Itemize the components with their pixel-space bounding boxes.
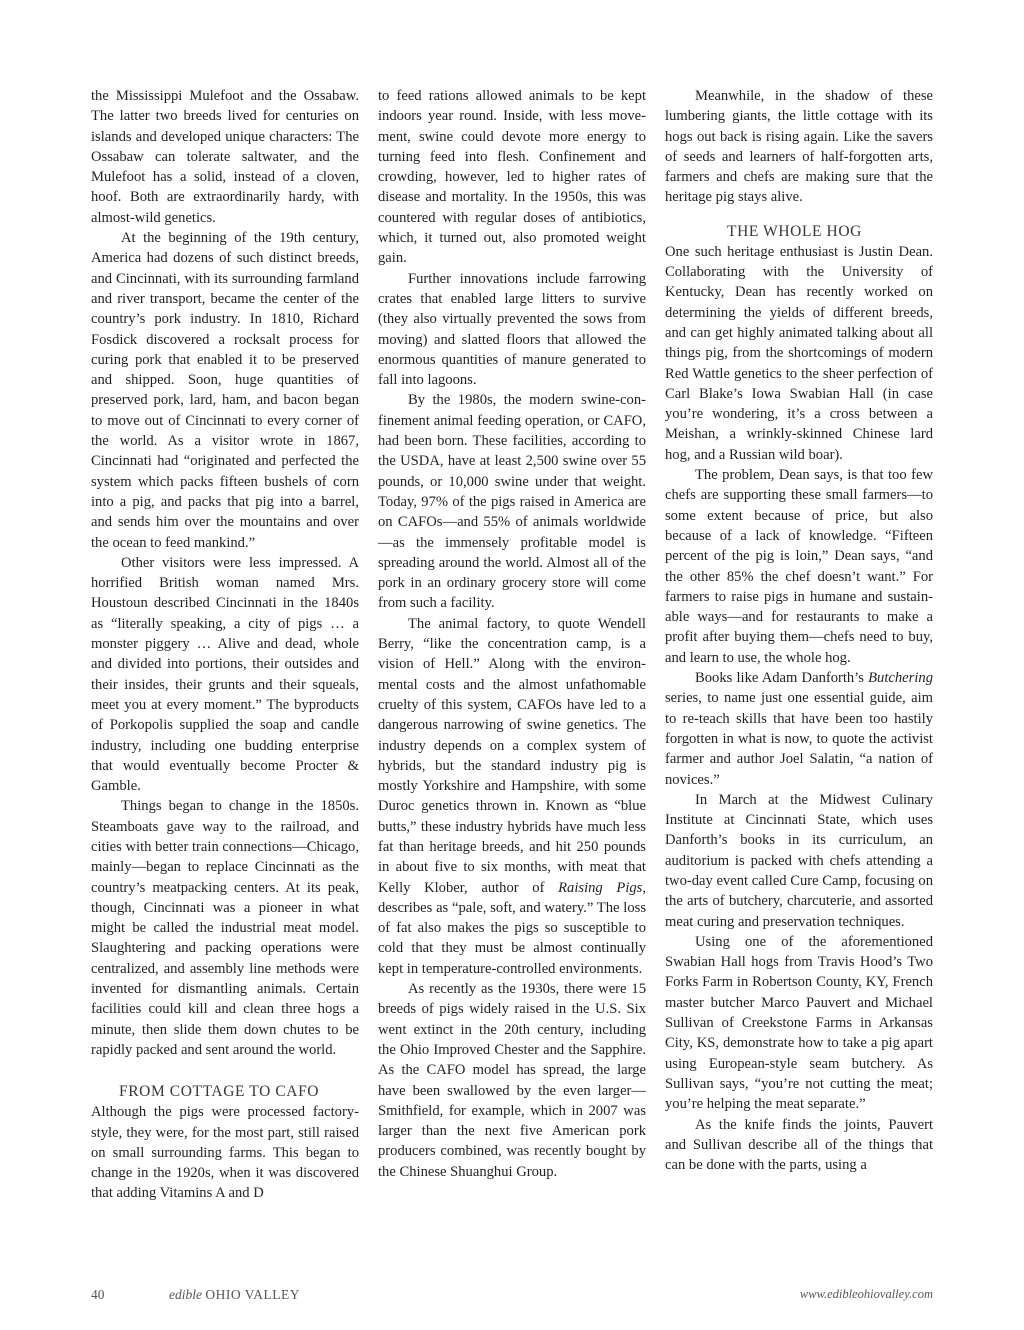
article-column-3 bbox=[665, 86, 933, 1175]
website-url: www.edibleohiovalley.com bbox=[799, 1287, 933, 1301]
paragraph: Things began to change in the 1850s. Steamboats gave way to the railroad, and cities with better train connections—Chicago, mainly—began to replace Cincinnati as the country’s meatpacking centers. At its peak, though, Cincinnati was a pioneer in what might be called the industrial meat model. Slaughtering and packing operations were centralized, and assembly line methods were invented for dismantling animals. Certain facilities could kill and clean three hogs a minute, then slide them down chutes to be rapidly packed and sent around the world. bbox=[91, 798, 359, 1058]
paragraph: Using one of the aforementioned Swabian Hall hogs from Travis Hood’s Two Forks Farm in Robertson County, KY, French master butcher Marco Pauvert and Michael Sullivan of Creekstone Farms in Arkansas City, KS, demonstrate how to take a pig apart using European-style seam butchery. As Sullivan says, “you’re not cutting the meat; you’re helping the meat separate.” bbox=[665, 933, 933, 1113]
paragraph: Although the pigs were processed factory-style, they were, for the most part, still raised on small surrounding farms. This began to change in the 1920s, when it was discovered that adding Vitamins A and D bbox=[91, 1104, 359, 1202]
paragraph: Further innovations include farrowing crates that enabled large litters to survive (they also virtually prevented the sows from moving) and slatted floors that allowed the enormous quantities of manure generated to fall into lagoons. bbox=[378, 270, 646, 389]
article-column-1 bbox=[91, 86, 359, 1204]
paragraph-text: The animal factory, to quote Wendell Berry, “like the concentration camp, is a vision of Hell.” Along with the environmental costs and the almost unfathomable cruelty of this system, CAFOs have led to a dangerous narrowing of swine genetics. The industry depends on a complex system of hybrids, but the standard industry pig is mostly Yorkshire and Hampshire, with some Duroc genetics thrown in. Known as “blue butts,” these industry hybrids have much less fat than heritage breeds, and hit 250 pounds in about five to six months, with meat that Kelly Klober, author of bbox=[378, 615, 646, 896]
paragraph bbox=[665, 668, 933, 790]
magazine-name-italic: edible bbox=[169, 1287, 202, 1302]
paragraph: Meanwhile, in the shadow of these lumbering giants, the little cottage with its hogs out back is rising again. Like the savers of seeds and learners of half-forgotten arts, farmers and chefs are making sure that the heritage pig stays alive. bbox=[665, 88, 933, 206]
section-heading-whole-hog: THE WHOLE HOG bbox=[727, 222, 862, 240]
paragraph: to feed rations allowed animals to be kept indoors year round. Inside, with less movement, swine could devote more energy to turning feed into flesh. Confinement and crowding, however, led to higher rates of disease and mortality. In the 1950s, this was countered with regular doses of antibiotics, which, it turned out, also promoted weight gain. bbox=[378, 88, 646, 267]
paragraph-text: Books like Adam Danforth’s bbox=[695, 670, 869, 687]
section-heading-cottage-to-cafo: FROM COTTAGE TO CAFO bbox=[119, 1083, 320, 1101]
paragraph-text: series, to name just one essential guide, aim to re-teach skills that have been too hastily forgotten in what is now, to quote the activist farmer and author Joel Salatin, “a nation of novices.” bbox=[665, 690, 933, 788]
paragraph: By the 1980s, the modern swine-confinement animal feeding operation, or CAFO, had been born. These facilities, according to the USDA, have at least 2,500 swine over 55 pounds, or 10,000 swine under that weight. Today, 97% of the pigs raised in America are on CAFOs—and 55% of animals worldwide—as the immensely profitable model is spreading around the world. Almost all of the pork in an ordinary grocery store will come from such a facility. bbox=[378, 392, 646, 612]
page-footer bbox=[91, 1287, 933, 1307]
book-title: Butchering bbox=[868, 670, 933, 687]
paragraph: At the beginning of the 19th century, America had dozens of such distinct breeds, and Cincinnati, with its surrounding farmland and river transport, became the center of the country’s pork industry. In 1810, Richard Fosdick discovered a rocksalt process for curing pork that enabled it to be preserved and shipped. Soon, huge quantities of preserved pork, lard, ham, and bacon began to move out of Cincinnati to every corner of the world. As a visitor wrote in 1867, Cincinnati had “originated and perfected the system which packs fifteen bushels of corn into a pig, and packs that pig into a barrel, and sends him over the mountains and over the ocean to feed mankind.” bbox=[91, 230, 359, 551]
magazine-name-region: OHIO VALLEY bbox=[205, 1287, 300, 1302]
magazine-name bbox=[169, 1287, 300, 1303]
paragraph: One such heritage enthusiast is Justin Dean. Collaborating with the University of Kentucky, Dean has recently worked on determining the yields of different breeds, and can get highly animated talking about all things pig, from the shortcomings of modern Red Wattle genetics to the sheer perfection of Carl Blake’s Iowa Swabian Hall (in case you’re wondering, it’s a cross between a Meishan, a wrinkly-skinned Chinese lard hog, and a Russian wild boar). bbox=[665, 243, 933, 463]
article-column-2 bbox=[378, 86, 646, 1182]
paragraph: As the knife finds the joints, Pauvert and Sullivan describe all of the things that can be done with the parts, using a bbox=[665, 1116, 933, 1174]
paragraph: The problem, Dean says, is that too few chefs are supporting these small farmers—to some extent because of price, but also because of a lack of knowledge. “Fifteen percent of the pig is loin,” Dean says, “and the other 85% the chef doesn’t want.” For farmers to raise pigs in humane and sustainable ways—and for restaurants to make a profit after buying them—chefs need to buy, and learn to use, the whole hog. bbox=[665, 467, 933, 666]
paragraph: the Mississippi Mulefoot and the Ossabaw. The latter two breeds lived for centuries on islands and developed unique characters: The Ossabaw can tolerate saltwater, and the Mulefoot has a solid, instead of a cloven, hoof. Both are extraordinarily hardy, with almost-wild genetics. bbox=[91, 88, 359, 226]
book-title: Raising Pigs bbox=[558, 879, 643, 896]
paragraph bbox=[378, 614, 646, 979]
paragraph: As recently as the 1930s, there were 15 breeds of pigs widely raised in the U.S. Six went extinct in the 20th century, including the Ohio Improved Chester and the Sapphire. As the CAFO model has spread, the large have been swallowed by the even larger—Smithfield, for example, which in 2007 was larger than the next five American pork producers combined, was recently bought by the Chinese Shuanghui Group. bbox=[378, 981, 646, 1180]
paragraph: In March at the Midwest Culinary Institute at Cincinnati State, which uses Danforth’s books in its curriculum, an auditorium is packed with chefs attending a two-day event called Cure Camp, focusing on the arts of butchery, charcuterie, and assorted meat curing and preservation techniques. bbox=[665, 791, 933, 930]
page-number: 40 bbox=[91, 1287, 105, 1302]
paragraph-text: , describes as “pale, soft, and watery.” The loss of fat also makes the pigs so susceptible to cold that they must be almost continually kept in temperature-controlled environments. bbox=[378, 879, 647, 977]
paragraph: Other visitors were less impressed. A horrified British woman named Mrs. Houstoun described Cincinnati in the 1840s as “literally speaking, a city of pigs … a monster piggery … Alive and dead, whole and divided into portions, their outsides and their insides, their grunts and their squeals, meet you at every moment.” The byproducts of Porkopolis supplied the soap and candle industry, including one budding enterprise that would eventually become Procter & Gamble. bbox=[91, 554, 359, 795]
